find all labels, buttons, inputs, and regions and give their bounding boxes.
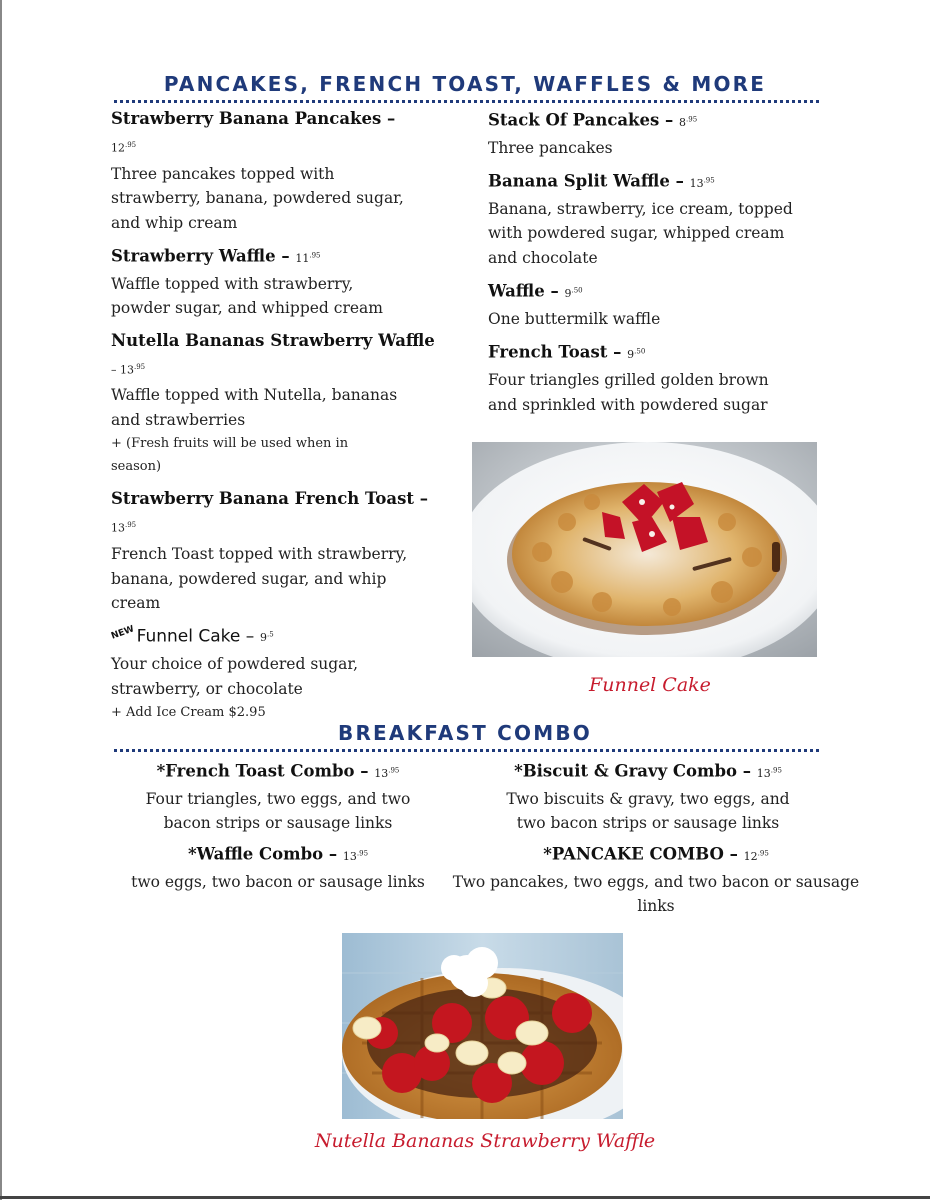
item-name: Banana Split Waffle – <box>488 171 684 191</box>
funnel-cake-image <box>472 442 817 657</box>
item-price-cents: .95 <box>125 141 137 149</box>
left-menu-column <box>111 106 441 724</box>
item-name: Stack Of Pancakes – <box>488 110 674 130</box>
nutella-waffle-photo <box>342 933 623 1119</box>
combo-name: *Biscuit & Gravy Combo – <box>514 761 752 781</box>
item-price: $9^{.50}$ <box>627 347 646 362</box>
page-border-left <box>0 0 2 1200</box>
menu-item <box>111 242 441 321</box>
item-price: 12 <box>111 141 125 155</box>
menu-item <box>111 106 441 235</box>
item-name: Waffle – <box>488 281 559 301</box>
item-description: Your choice of powdered sugar, strawberry, or chocolate <box>111 655 359 698</box>
combo-description: two eggs, two bacon or sausage links <box>131 872 425 891</box>
item-name: French Toast – <box>488 343 622 363</box>
section-divider <box>114 100 819 103</box>
combo-item <box>128 757 428 836</box>
item-price: – $13^{.95}$ <box>111 362 146 377</box>
item-price: $13^{.95}$ <box>111 521 137 536</box>
menu-item <box>488 106 818 160</box>
item-price: $11^{.95}$ <box>295 251 321 265</box>
right-menu-column <box>488 106 818 417</box>
section-divider <box>114 749 819 752</box>
nutella-waffle-caption: Nutella Bananas Strawberry Waffle <box>314 1130 656 1152</box>
item-name: Strawberry Waffle – <box>111 246 290 266</box>
combo-price: $13^{.95}$ <box>342 849 369 863</box>
combo-name: *Waffle Combo – <box>187 844 338 864</box>
menu-item <box>488 167 818 270</box>
section-title-pancakes: PANCAKES, FRENCH TOAST, WAFFLES & MORE <box>163 72 767 96</box>
funnel-cake-caption: Funnel Cake <box>589 674 711 696</box>
menu-item <box>111 486 441 615</box>
new-badge: NEW <box>110 624 136 643</box>
item-description: French Toast topped with strawberry, banana, powdered sugar, and whip cream <box>111 545 408 613</box>
item-note: + (Fresh fruits will be used when in season) <box>111 436 349 475</box>
combo-description: Four triangles, two eggs, and two bacon strips or sausage links <box>145 789 411 833</box>
combo-item <box>120 840 436 894</box>
menu-item <box>488 277 818 331</box>
item-price: $9^{.5}$ <box>260 630 274 645</box>
page-border-bottom <box>0 1196 930 1199</box>
item-name: Nutella Bananas Strawberry Waffle <box>111 330 435 350</box>
combo-name: *French Toast Combo – <box>156 761 369 781</box>
item-price: $8^{.95}$ <box>679 115 698 129</box>
funnel-cake-photo <box>472 442 817 657</box>
menu-item <box>488 338 818 417</box>
combo-description: Two biscuits & gravy, two eggs, and two bacon strips or sausage links <box>506 789 790 833</box>
combo-price: $13^{.95}$ <box>756 766 782 780</box>
combo-price: $13^{.95}$ <box>374 766 400 780</box>
item-name: Strawberry Banana French Toast – <box>111 489 429 509</box>
nutella-waffle-image <box>342 933 623 1119</box>
item-description: Waffle topped with Nutella, bananas and strawberries <box>111 386 398 429</box>
menu-item <box>111 622 441 725</box>
item-name: Funnel Cake – <box>136 626 255 647</box>
combo-price: $12^{.95}$ <box>743 849 769 863</box>
item-price: $13^{.95}$ <box>689 176 715 190</box>
section-title-breakfast-combo: BREAKFAST COMBO <box>338 721 592 745</box>
combo-item <box>488 757 808 836</box>
item-description: Three pancakes topped with strawberry, banana, powdered sugar, and whip cream <box>111 164 404 232</box>
menu-item <box>111 328 441 479</box>
item-description: Banana, strawberry, ice cream, topped with powdered sugar, whipped cream and chocolate <box>488 199 793 267</box>
item-note: + Add Ice Cream $2.95 <box>111 705 266 721</box>
combo-description: Two pancakes, two eggs, and two bacon or sausage links <box>452 872 860 916</box>
item-description: One buttermilk waffle <box>488 309 661 328</box>
combo-item <box>432 840 880 919</box>
combo-name: *PANCAKE COMBO – <box>543 844 738 864</box>
item-description: Waffle topped with strawberry, powder sugar, and whipped cream <box>111 274 383 318</box>
item-description: Three pancakes <box>488 138 613 157</box>
item-description: Four triangles grilled golden brown and sprinkled with powdered sugar <box>488 371 769 414</box>
item-price: $9^{.50}$ <box>564 286 583 300</box>
item-name: Strawberry Banana Pancakes – <box>111 109 396 128</box>
